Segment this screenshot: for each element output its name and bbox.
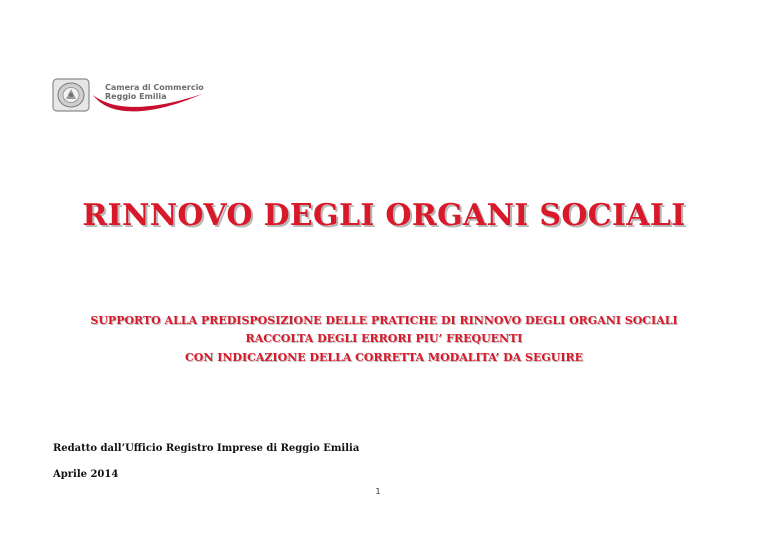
date-line: Aprile 2014: [53, 469, 119, 480]
subtitle-line-3: CON INDICAZIONE DELLA CORRETTA MODALITA’ DA SEGUIRE: [185, 351, 583, 364]
subtitle-line-1: SUPPORTO ALLA PREDISPOSIZIONE DELLE PRATICHE DI RINNOVO DEGLI ORGANI SOCIALI: [90, 314, 678, 327]
author-line: Redatto dall’Ufficio Registro Imprese di Reggio Emilia: [53, 443, 360, 454]
logo-wordmark: [105, 83, 204, 101]
subtitle-line-2: RACCOLTA DEGLI ERRORI PIU’ FREQUENTI: [245, 332, 523, 345]
document-title: RINNOVO DEGLI ORGANI SOCIALI: [82, 198, 686, 233]
logo-org-line2: Reggio Emilia: [105, 92, 167, 101]
page-number: 1: [375, 487, 381, 496]
logo-org-line1: Camera di Commercio: [105, 83, 204, 92]
organization-logo: [52, 78, 202, 118]
seal-icon: [52, 78, 90, 112]
